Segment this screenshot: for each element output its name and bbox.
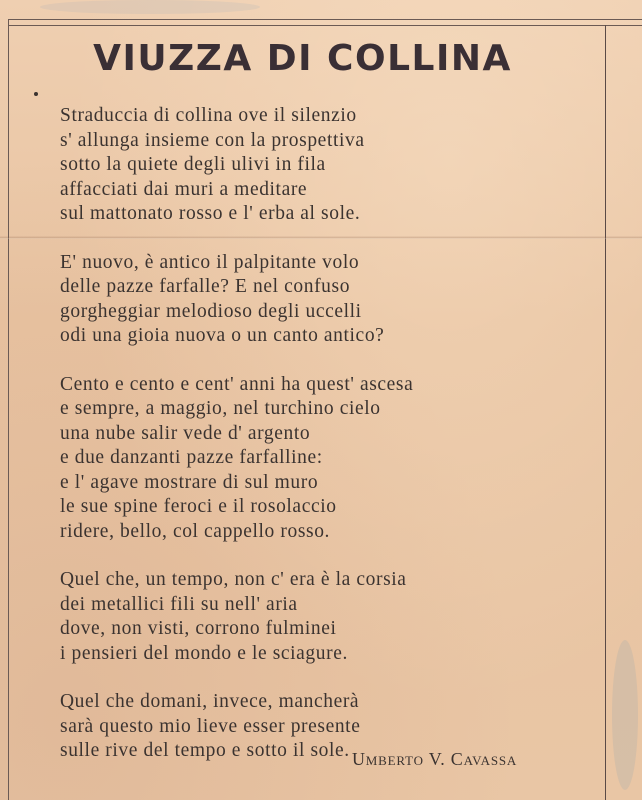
- stanza-1: [60, 104, 590, 227]
- poem-body: [60, 104, 590, 788]
- poem-line: sulle rive del tempo e sotto il sole.: [60, 740, 350, 761]
- poem-line: dei metallici fili su nell' aria: [60, 593, 298, 615]
- right-column-rule: [605, 25, 606, 800]
- poem-line: Straduccia di collina ove il silenzio: [60, 105, 357, 126]
- poem-line: una nube salir vede d' argento: [60, 422, 311, 444]
- stanza-4: [60, 568, 590, 666]
- poem-line: i pensieri del mondo e le sciagure.: [60, 642, 348, 664]
- poem-line: delle pazze farfalle? E nel confuso: [60, 276, 351, 297]
- ink-stain: [40, 0, 260, 14]
- poem-line: ridere, bello, col cappello rosso.: [60, 520, 331, 542]
- poem-title: VIUZZA DI COLLINA: [93, 38, 512, 79]
- poem-line: e due danzanti pazze farfalline:: [60, 447, 323, 468]
- poem-line: Quel che domani, invece, mancherà: [60, 691, 360, 712]
- poem-line: sotto la quiete degli ulivi in fila: [60, 154, 326, 175]
- poem-line: sarà questo mio lieve esser presente: [60, 715, 361, 737]
- poem-line: odi una gioia nuova o un canto antico?: [60, 325, 385, 346]
- poem-line: affacciati dai muri a meditare: [60, 178, 308, 200]
- poem-line: s' allunga insieme con la prospettiva: [60, 129, 365, 151]
- poem-line: dove, non visti, corrono fulminei: [60, 618, 337, 639]
- author-signature: Umberto V. Cavassa: [352, 749, 518, 769]
- poem-line: E' nuovo, è antico il palpitante volo: [60, 251, 360, 273]
- poem-line: gorgheggiar melodioso degli uccelli: [60, 300, 362, 322]
- top-rule: [8, 19, 642, 20]
- top-rule-inner: [8, 25, 642, 26]
- stanza-3: [60, 373, 590, 545]
- poem-line: e sempre, a maggio, nel turchino cielo: [60, 398, 381, 419]
- ink-dot: [34, 92, 38, 96]
- poem-line: le sue spine feroci e il rosolaccio: [60, 496, 337, 517]
- poem-line: e l' agave mostrare di sul muro: [60, 471, 319, 493]
- poem-line: sul mattonato rosso e l' erba al sole.: [60, 203, 361, 224]
- poem-line: Quel che, un tempo, non c' era è la corsia: [60, 569, 407, 590]
- left-column-rule: [8, 19, 9, 800]
- stanza-2: [60, 251, 590, 349]
- poem-line: Cento e cento e cent' anni ha quest' ascesa: [60, 373, 414, 395]
- ink-stain: [612, 640, 638, 790]
